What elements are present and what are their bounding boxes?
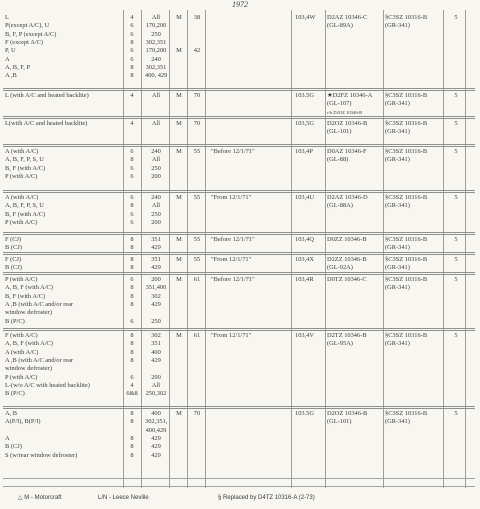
application-cell: B, F (with A/C) <box>5 292 46 300</box>
cylinder-cell: 8 <box>130 244 134 252</box>
application-cell: window defroster) <box>5 309 53 317</box>
brand-cell: M <box>176 194 182 201</box>
group-separator <box>3 116 475 119</box>
application-cell: B (CJ) <box>5 244 22 252</box>
regulator-cell: §C3SZ 10316-B <box>385 410 428 417</box>
displacement-cell: All <box>151 14 161 21</box>
cylinder-cell: 6 <box>130 373 134 381</box>
legend-motorcraft: △ M - Motorcraft <box>18 495 62 501</box>
column-rule <box>205 10 206 488</box>
amperage-cell: 38 <box>193 14 201 21</box>
displacement-cell: 302,351 <box>145 63 167 71</box>
cylinder-cell: 6 <box>130 47 134 55</box>
column-rule <box>123 10 124 488</box>
regulator-cell: (GR-341) <box>385 22 410 30</box>
part-number-cell: (GL-89A) <box>327 22 353 30</box>
code-cell: 103.5G <box>295 92 314 99</box>
application-cell: L <box>5 14 9 21</box>
cylinder-cell: 8 <box>130 451 134 459</box>
application-cell: B (CJ) <box>5 443 22 451</box>
column-rule <box>383 10 384 488</box>
cylinder-cell: 8 <box>130 256 134 263</box>
cylinder-cell: 8 <box>130 348 134 356</box>
column-rule <box>291 10 292 488</box>
legend-leece-neville: L/N - Leece Neville <box>98 495 149 501</box>
column-rule <box>325 10 326 488</box>
displacement-cell: 302 <box>151 332 161 339</box>
displacement-cell: 351 <box>151 236 161 243</box>
cylinder-cell: 6 <box>130 210 134 218</box>
cylinder-cell: 8 <box>130 72 134 80</box>
displacement-cell: All <box>151 202 161 210</box>
cylinder-cell: 8 <box>130 443 134 451</box>
amperage-cell: 55 <box>193 236 201 243</box>
amperage-cell: 70 <box>193 410 201 417</box>
displacement-cell: 302 <box>151 292 161 300</box>
cylinder-cell: 6 <box>130 164 134 172</box>
application-cell: A ,B (with A/C and/or rear <box>5 356 74 364</box>
note-cell: "Before 12/1/71" <box>211 148 255 155</box>
application-cell: A, B, F, P, S, U <box>5 202 44 210</box>
displacement-cell: All <box>151 92 161 99</box>
cylinder-cell: 4 <box>130 381 134 389</box>
displacement-cell: 429 <box>151 300 161 308</box>
application-cell: P (with A/C) <box>5 276 38 283</box>
application-cell: B, F (with A/C) <box>5 164 46 172</box>
quantity-cell: 5 <box>454 148 458 155</box>
brand-cell: M <box>176 236 182 243</box>
column-rule <box>465 10 466 488</box>
group-separator <box>3 144 475 147</box>
displacement-cell: 250 <box>151 210 161 218</box>
quantity-cell: 5 <box>454 92 458 99</box>
cylinder-cell: 8 <box>130 300 134 308</box>
group-separator <box>3 328 475 331</box>
amperage-cell: 55 <box>193 148 201 155</box>
regulator-cell: (GR-341) <box>385 284 410 292</box>
quantity-cell: 5 <box>454 194 458 201</box>
part-number-cell: D2AZ 10346-C <box>327 14 368 21</box>
application-cell: A, B, F, P <box>5 63 31 71</box>
part-number-cell: (GL-88) <box>327 156 349 164</box>
part-number-cell: (GL-95A) <box>327 340 353 348</box>
cylinder-cell: 4 <box>130 14 134 21</box>
regulator-cell: §C3SZ 10316-B <box>385 92 428 99</box>
group-separator <box>3 406 475 409</box>
displacement-cell: 351,400 <box>145 284 167 292</box>
application-cell: P(except A/C), U <box>5 22 50 30</box>
part-number-cell: D0ZZ 10346-B <box>327 236 367 243</box>
displacement-cell: 429 <box>151 434 161 442</box>
displacement-cell: 250,302 <box>145 390 167 398</box>
application-cell: P (with A/C) <box>5 172 38 180</box>
displacement-cell: All <box>151 381 161 389</box>
code-cell: 103,4U <box>295 194 314 201</box>
page-year: 1972 <box>232 0 248 9</box>
application-cell: A, B, F (with A/C) <box>5 340 53 348</box>
displacement-cell: 240 <box>151 194 161 201</box>
code-cell: 103,4V <box>295 332 314 339</box>
footer-legend <box>0 492 480 504</box>
amperage-cell: 55 <box>193 256 201 263</box>
displacement-cell: 400 <box>151 348 161 356</box>
displacement-cell: 351 <box>151 256 161 263</box>
application-cell: L(with A/C and heated backlite) <box>5 120 88 127</box>
application-cell: B, F (with A/C) <box>5 210 46 218</box>
part-number-cell: (GL-101) <box>327 418 352 426</box>
code-cell: 103,4R <box>295 276 314 283</box>
cylinder-cell: 6 <box>130 194 134 201</box>
code-cell: 103.5G <box>295 410 314 417</box>
regulator-cell: §C3SZ 10316-B <box>385 148 428 155</box>
displacement-cell: 302,351, <box>145 418 168 426</box>
cylinder-cell: 8 <box>130 332 134 339</box>
brand-cell: M <box>176 92 182 99</box>
regulator-cell: §C3SZ 10316-B <box>385 14 428 21</box>
displacement-cell: 200 <box>151 172 161 180</box>
application-cell: A <box>5 434 10 442</box>
amperage-cell: 61 <box>193 276 201 283</box>
application-cell: S (w/rear window defroster) <box>5 451 78 459</box>
quantity-cell: 5 <box>454 14 458 21</box>
regulator-cell: §C3SZ 10316-B <box>385 332 428 339</box>
application-cell: A ,B <box>5 72 17 80</box>
column-rule <box>443 10 444 488</box>
displacement-cell: 200 <box>151 218 161 226</box>
displacement-cell: 429 <box>151 451 161 459</box>
group-separator <box>3 232 475 235</box>
cylinder-cell: 8 <box>130 38 134 46</box>
part-number-cell: D2ZZ 10346-B <box>327 256 367 263</box>
displacement-cell: 429 <box>151 264 161 272</box>
brand-cell: M <box>176 120 182 127</box>
displacement-cell: 250 <box>151 317 161 325</box>
application-cell: B (P/C) <box>5 317 25 325</box>
quantity-cell: 5 <box>454 410 458 417</box>
displacement-cell: 170,200 <box>145 22 167 30</box>
quantity-cell: 5 <box>454 256 458 263</box>
application-cell: B, F, P (except A/C) <box>5 30 57 38</box>
displacement-cell: 400, 429 <box>145 72 168 80</box>
cylinder-cell: 6 <box>130 55 134 63</box>
alternator-table <box>3 10 475 488</box>
amperage-cell: 55 <box>193 194 201 201</box>
cylinder-cell: 8 <box>130 410 134 417</box>
note-cell: "Before 12/1/71" <box>211 236 255 243</box>
displacement-cell: All <box>151 120 161 127</box>
displacement-cell: 250 <box>151 164 161 172</box>
displacement-cell: 400 <box>151 410 161 417</box>
part-number-cell: ★D2FZ 10346-A <box>327 92 373 99</box>
regulator-cell: (GR-341) <box>385 156 410 164</box>
code-cell: 103,4Q <box>295 236 314 243</box>
code-cell: 103,4X <box>295 256 314 263</box>
cylinder-cell: 6 <box>130 30 134 38</box>
regulator-cell: §C3SZ 10316-B <box>385 236 428 243</box>
amperage-cell: 61 <box>193 332 201 339</box>
cylinder-cell: 6 <box>130 172 134 180</box>
brand-cell: M <box>176 148 182 155</box>
note-cell: "From 12/1/71" <box>211 256 252 263</box>
amperage-cell: 42 <box>193 47 201 55</box>
part-number-cell: r/b D2OZ 10346-B <box>327 109 363 115</box>
displacement-cell: 429 <box>151 244 161 252</box>
code-cell: 103,5G <box>295 120 314 127</box>
application-cell: B (CJ) <box>5 264 22 272</box>
displacement-cell: 400,429 <box>145 426 167 434</box>
cylinder-cell: 8 <box>130 340 134 348</box>
regulator-cell: §C3SZ 10316-B <box>385 120 428 127</box>
brand-cell: M <box>176 410 182 417</box>
cylinder-cell: 8 <box>130 284 134 292</box>
regulator-cell: §C3SZ 10316-B <box>385 276 428 283</box>
amperage-cell: 70 <box>193 120 201 127</box>
application-cell: B (P/C) <box>5 390 25 398</box>
cylinder-cell: 6 <box>130 218 134 226</box>
part-number-cell: D0AZ 10346-F <box>327 148 367 155</box>
bottom-rule <box>3 486 475 487</box>
code-cell: 103,4P <box>295 148 313 155</box>
note-cell: "Before 12/1/71" <box>211 276 255 283</box>
cylinder-cell: 8 <box>130 418 134 426</box>
brand-cell: M <box>176 332 182 339</box>
bottom-rule <box>3 478 475 479</box>
cylinder-cell: 6 <box>130 317 134 325</box>
group-separator <box>3 272 475 275</box>
quantity-cell: 5 <box>454 276 458 283</box>
cylinder-cell: 8 <box>130 202 134 210</box>
part-number-cell: (GL-107) <box>327 100 352 108</box>
code-cell: 103,4W <box>295 14 316 21</box>
cylinder-cell: 6 <box>130 276 134 283</box>
application-cell: P (with A/C) <box>5 373 38 381</box>
quantity-cell: 5 <box>454 120 458 127</box>
regulator-cell: (GR-341) <box>385 244 410 252</box>
displacement-cell: 200 <box>151 276 161 283</box>
regulator-cell: (GR-341) <box>385 264 410 272</box>
cylinder-cell: 8 <box>130 236 134 243</box>
application-cell: P (with A/C) <box>5 218 38 226</box>
regulator-cell: §C3SZ 10316-B <box>385 194 428 201</box>
application-cell: A <box>5 55 10 63</box>
application-cell: A(P/I), B(P/I) <box>5 418 41 426</box>
displacement-cell: 250 <box>151 30 161 38</box>
group-separator <box>3 252 475 255</box>
group-separator <box>3 190 475 193</box>
part-number-cell: D2TZ 10346-B <box>327 332 367 339</box>
displacement-cell: 200 <box>151 373 161 381</box>
regulator-cell: §C3SZ 10316-B <box>385 256 428 263</box>
displacement-cell: 429 <box>151 443 161 451</box>
displacement-cell: 302,351 <box>145 38 167 46</box>
part-number-cell: (GL-101) <box>327 128 352 136</box>
regulator-cell: (GR-341) <box>385 202 410 210</box>
part-number-cell: (GL-92A) <box>327 264 353 272</box>
group-separator <box>3 88 475 91</box>
application-cell: A (with A/C) <box>5 348 39 356</box>
brand-cell: M <box>176 256 182 263</box>
application-cell: A (with A/C) <box>5 194 39 201</box>
quantity-cell: 5 <box>454 236 458 243</box>
regulator-cell: (GR-341) <box>385 128 410 136</box>
regulator-cell: (GR-341) <box>385 100 410 108</box>
displacement-cell: 240 <box>151 148 161 155</box>
cylinder-cell: 8 <box>130 156 134 164</box>
application-cell: P, U <box>5 47 16 55</box>
application-cell: window defroster) <box>5 365 53 373</box>
application-cell: F (except A/C) <box>5 38 43 46</box>
column-rule <box>141 10 142 488</box>
application-cell: L (with A/C and heated backlite) <box>5 92 89 99</box>
application-cell: L-(w/o A/C with heated backlite) <box>5 381 90 389</box>
cylinder-cell: 8 <box>130 434 134 442</box>
brand-cell: M <box>176 47 182 55</box>
cylinder-cell: 4 <box>130 92 134 99</box>
cylinder-cell: 8 <box>130 356 134 364</box>
brand-cell: M <box>176 276 182 283</box>
cylinder-cell: 8 <box>130 264 134 272</box>
displacement-cell: 351 <box>151 340 161 348</box>
application-cell: F (CJ) <box>5 256 22 263</box>
quantity-cell: 5 <box>454 332 458 339</box>
regulator-cell: (GR-341) <box>385 418 410 426</box>
part-number-cell: D2OZ 10346-B <box>327 120 368 127</box>
legend-replaced: § Replaced by D4TZ 10316-A (2-73) <box>218 495 315 501</box>
application-cell: A ,B (with A/C and/or rear <box>5 300 74 308</box>
column-rule <box>169 10 170 488</box>
displacement-cell: 429 <box>151 356 161 364</box>
cylinder-cell: 6 <box>130 22 134 30</box>
application-cell: F (CJ) <box>5 236 22 243</box>
application-cell: A, B, F (with A/C) <box>5 284 53 292</box>
note-cell: "From 12/1/71" <box>211 332 252 339</box>
part-number-cell: D0TZ 10346-C <box>327 276 367 283</box>
cylinder-cell: 6 <box>130 148 134 155</box>
part-number-cell: (GL-88A) <box>327 202 353 210</box>
column-rule <box>187 10 188 488</box>
note-cell: "From 12/1/71" <box>211 194 252 201</box>
part-number-cell: D2OZ 10346-B <box>327 410 368 417</box>
application-cell: A, B, F, P, S, U <box>5 156 44 164</box>
application-cell: A, B <box>5 410 18 417</box>
cylinder-cell: 4 <box>130 120 134 127</box>
cylinder-cell: 6&8 <box>126 390 138 398</box>
displacement-cell: 240 <box>151 55 161 63</box>
displacement-cell: All <box>151 156 161 164</box>
part-number-cell: D2AZ 10346-D <box>327 194 368 201</box>
amperage-cell: 70 <box>193 92 201 99</box>
application-cell: A (with A/C) <box>5 148 39 155</box>
cylinder-cell: 8 <box>130 292 134 300</box>
brand-cell: M <box>176 14 182 21</box>
regulator-cell: (GR-341) <box>385 340 410 348</box>
displacement-cell: 170,200 <box>145 47 167 55</box>
application-cell: F (with A/C) <box>5 332 38 339</box>
cylinder-cell: 8 <box>130 63 134 71</box>
